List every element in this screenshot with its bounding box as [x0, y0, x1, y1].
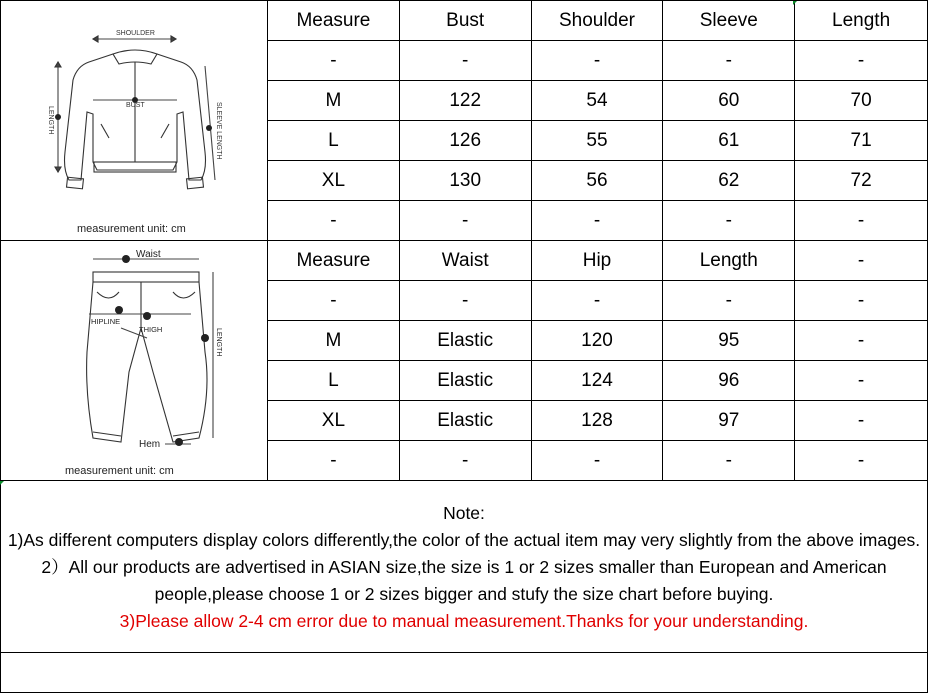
- pants-header-cell: Hip: [531, 241, 663, 281]
- table-cell: -: [795, 201, 928, 241]
- pants-label-hipline: HIPLINE: [91, 316, 121, 326]
- table-cell: 72: [795, 161, 928, 201]
- table-cell: -: [399, 41, 531, 81]
- notes-row: [1, 481, 928, 653]
- pants-diagram-cell: [1, 241, 268, 481]
- jacket-label-sleeve: SLEEVE LENGTH: [215, 101, 222, 160]
- jacket-header-cell: Shoulder: [531, 1, 663, 41]
- pants-header-cell: Length: [663, 241, 795, 281]
- jacket-header-cell: Bust: [399, 1, 531, 41]
- corner-marker: [793, 1, 797, 5]
- table-cell: -: [795, 441, 928, 481]
- jacket-diagram: [1, 2, 266, 212]
- table-cell: L: [267, 361, 399, 401]
- table-cell: 54: [531, 81, 663, 121]
- table-cell: 95: [663, 321, 795, 361]
- pants-label-length: LENGTH: [215, 327, 222, 356]
- corner-marker: [0, 481, 4, 485]
- table-cell: 96: [663, 361, 795, 401]
- jacket-header-row: [1, 1, 928, 41]
- blank-cell: [1, 653, 928, 693]
- table-cell: -: [531, 41, 663, 81]
- table-cell: Elastic: [399, 361, 531, 401]
- table-cell: L: [267, 121, 399, 161]
- pants-header-cell: Measure: [267, 241, 399, 281]
- jacket-label-bust: BUST: [126, 101, 145, 109]
- table-cell: -: [663, 441, 795, 481]
- table-cell: M: [267, 321, 399, 361]
- table-cell: -: [531, 201, 663, 241]
- table-cell: 62: [663, 161, 795, 201]
- table-cell: -: [663, 281, 795, 321]
- jacket-header-cell: Measure: [267, 1, 399, 41]
- pants-header-cell: -: [795, 241, 928, 281]
- pants-header-cell: Waist: [399, 241, 531, 281]
- jacket-diagram-cell: [1, 1, 268, 241]
- table-cell: -: [267, 441, 399, 481]
- table-cell: -: [795, 41, 928, 81]
- notes-title: Note:: [443, 503, 485, 523]
- table-cell: -: [399, 281, 531, 321]
- pants-label-thigh: THIGH: [139, 324, 163, 334]
- pants-diagram: [1, 242, 266, 457]
- table-cell: 130: [399, 161, 531, 201]
- table-cell: 124: [531, 361, 663, 401]
- blank-row: [1, 653, 928, 693]
- table-cell: 55: [531, 121, 663, 161]
- table-cell: -: [795, 361, 928, 401]
- jacket-caption: measurement unit: cm: [77, 222, 186, 235]
- note-line-2: 2）All our products are advertised in ASIAN size,the size is 1 or 2 sizes smaller than European and American people,please choose 1 or 2 sizes bigger and stufy the size chart before buying.: [41, 557, 887, 604]
- table-cell: 61: [663, 121, 795, 161]
- jacket-header-cell: Sleeve: [663, 1, 795, 41]
- table-cell: -: [267, 281, 399, 321]
- table-cell: 122: [399, 81, 531, 121]
- pants-header-row: [1, 241, 928, 281]
- table-cell: Elastic: [399, 401, 531, 441]
- table-cell: XL: [267, 401, 399, 441]
- jacket-label-length: LENGTH: [47, 105, 54, 134]
- table-cell: -: [399, 201, 531, 241]
- notes-block: [1, 498, 927, 635]
- table-cell: -: [795, 321, 928, 361]
- table-cell: -: [795, 281, 928, 321]
- table-cell: 128: [531, 401, 663, 441]
- table-cell: -: [795, 401, 928, 441]
- table-cell: 126: [399, 121, 531, 161]
- table-cell: M: [267, 81, 399, 121]
- table-cell: -: [663, 201, 795, 241]
- table-cell: 60: [663, 81, 795, 121]
- table-cell: 56: [531, 161, 663, 201]
- table-cell: 120: [531, 321, 663, 361]
- table-cell: 97: [663, 401, 795, 441]
- pants-label-waist: Waist: [136, 248, 161, 260]
- note-line-1: 1)As different computers display colors differently,the color of the actual item may very slightly from the above images.: [7, 530, 921, 550]
- pants-caption: measurement unit: cm: [65, 464, 174, 477]
- note-line-3: 3)Please allow 2-4 cm error due to manual measurement.Thanks for your understanding.: [119, 611, 809, 631]
- notes-cell: [1, 481, 928, 653]
- table-cell: -: [663, 41, 795, 81]
- table-cell: XL: [267, 161, 399, 201]
- table-cell: -: [531, 281, 663, 321]
- table-cell: -: [399, 441, 531, 481]
- table-cell: -: [267, 201, 399, 241]
- table-cell: 71: [795, 121, 928, 161]
- table-cell: Elastic: [399, 321, 531, 361]
- pants-label-hem: Hem: [139, 438, 161, 450]
- jacket-label-shoulder: SHOULDER: [116, 29, 155, 37]
- table-cell: -: [267, 41, 399, 81]
- table-cell: -: [531, 441, 663, 481]
- table-cell: 70: [795, 81, 928, 121]
- jacket-header-cell: Length: [795, 1, 928, 41]
